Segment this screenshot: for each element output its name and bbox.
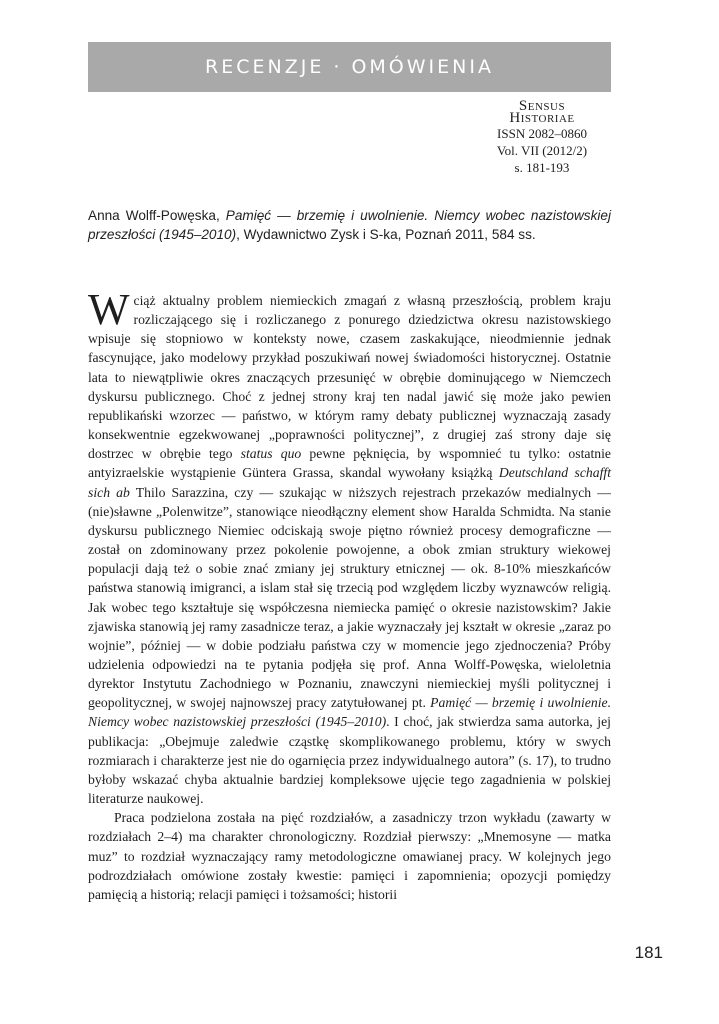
paragraph-1 (88, 285, 612, 808)
paragraph-1-part-4: . I choć, jak stwierdza sama autorka, jej publikacja: „Obejmuje zaledwie cząstkę skomplikowanego problemu, który w swych rozmiarach i charakterze jest nie do ogarnięcia przez indywidualnego autora” (s. 17), to trudno byłoby wskazać chyba aktualnie bardziej kompleksowe ujęcie tego zagadnienia w polskiej literaturze naukowej. (88, 714, 611, 807)
journal-info (472, 100, 612, 175)
citation-author: Anna Wolff-Powęska, (88, 208, 226, 223)
book-citation (88, 206, 611, 244)
section-banner (88, 42, 611, 92)
paragraph-2: Praca podzielona została na pięć rozdziałów, a zasadniczy trzon wykładu (zawarty w rozdziałach 2–4) ma charakter chronologiczny. Rozdział pierwszy: „Mnemosyne — matka muz” to rozdział wyznaczający ramy metodologiczne omawianej pracy. W kolejnych jego podrozdziałach omówione zostały kwestie: pamięci i zapomnienia; opozycji pomiędzy pamięcią a historią; relacji pamięci i tożsamości; historii (88, 810, 611, 902)
journal-issn: ISSN 2082–0860 (497, 126, 587, 141)
journal-title-line1: Sensus (518, 98, 566, 114)
section-title: RECENZJE · OMÓWIENIA (205, 56, 494, 78)
citation-title: Pamięć — brzemię i uwolnienie. Niemcy wobec nazistowskiej przeszłości (1945–2010) (88, 208, 611, 242)
paragraph-1-part-2: pewne pęknięcia, by wspomnieć tu tylko: ostatnie antyizraelskie wystąpienie Güntera Grassa, skandal wywołany książką (88, 446, 611, 481)
journal-pages: s. 181-193 (514, 160, 570, 175)
paragraph-1-part-1: ciąż aktualny problem niemieckich zmagań z własną przeszłością, problem kraju rozliczającego się i rozliczanego z ponurego dziedzictwa okresu nazistowskiego wpisuje się stopniowo w konteksty nowe, czasem zaskakujące, nieodmiennie jednak fascynujące, jako modelowy przykład poszukiwań nowej świadomości historycznej. Ostatnie lata to niewątpliwie okres znaczących przesunięć w obrębie dominującego w Niemczech dyskursu publicznego. Choć z jednej strony kraj ten nadal jawić się może jako pewien republikański wzorzec — państwo, w którym ramy debaty publicznej wyznaczają zasady konsekwentnie egzekwowanej „poprawności politycznej”, z drugiej zaś strony daje się dostrzec w obrębie tego (88, 293, 611, 462)
paragraph-1-italic-2: Deutschland schafft sich ab (88, 465, 612, 500)
paragraph-1-italic-1: status quo (240, 446, 302, 462)
review-body (88, 285, 612, 904)
citation-publisher: , Wydawnictwo Zysk i S-ka, Poznań 2011, 584 ss. (236, 227, 536, 242)
paragraph-1-part-3: Thilo Sarazzina, czy — szukając w niższych rejestrach przekazów medialnych — (nie)sławne „Polenwitze”, stanowiące nieodłączny element show Haralda Schmidta. Na stanie dyskursu publicznego Niemiec odciskają swoje piętno również procesy demograficzne — został on zdominowany przez pokolenie powojenne, a obok zmian struktury wiekowej populacji dają też o sobie znać zmiany jej struktury etnicznej — ok. 8-10% mieszkańców państwa stanowią imigranci, a islam stał się trzecią pod względem liczby wyznawców religią. Jak wobec tego kształtuje się współczesna niemiecka pamięć o okresie nazistowskim? Jakie zjawiska stanowią jej ramy zasadnicze teraz, a jakie wyznaczały jej kształt w okresie „zaraz po wojnie”, później — w dobie podziału państwa czy w momencie jego zjednoczenia? Próby udzielenia odpowiedzi na te pytania podjęła się prof. Anna Wolff-Powęska, wieloletnia dyrektor Instytutu Zachodniego w Poznaniu, znawczyni niemieckiej myśli politycznej i geopolitycznej, w swojej najnowszej pracy zatytułowanej pt. (88, 484, 611, 711)
journal-title-line2: Historiae (509, 110, 575, 126)
paragraph-1-italic-3: Pamięć — brzemię i uwolnienie. Niemcy wobec nazistowskiej przeszłości (1945–2010) (88, 695, 611, 730)
journal-volume: Vol. VII (2012/2) (496, 143, 588, 158)
drop-cap: W (88, 285, 130, 334)
page-number: 181 (634, 943, 663, 962)
